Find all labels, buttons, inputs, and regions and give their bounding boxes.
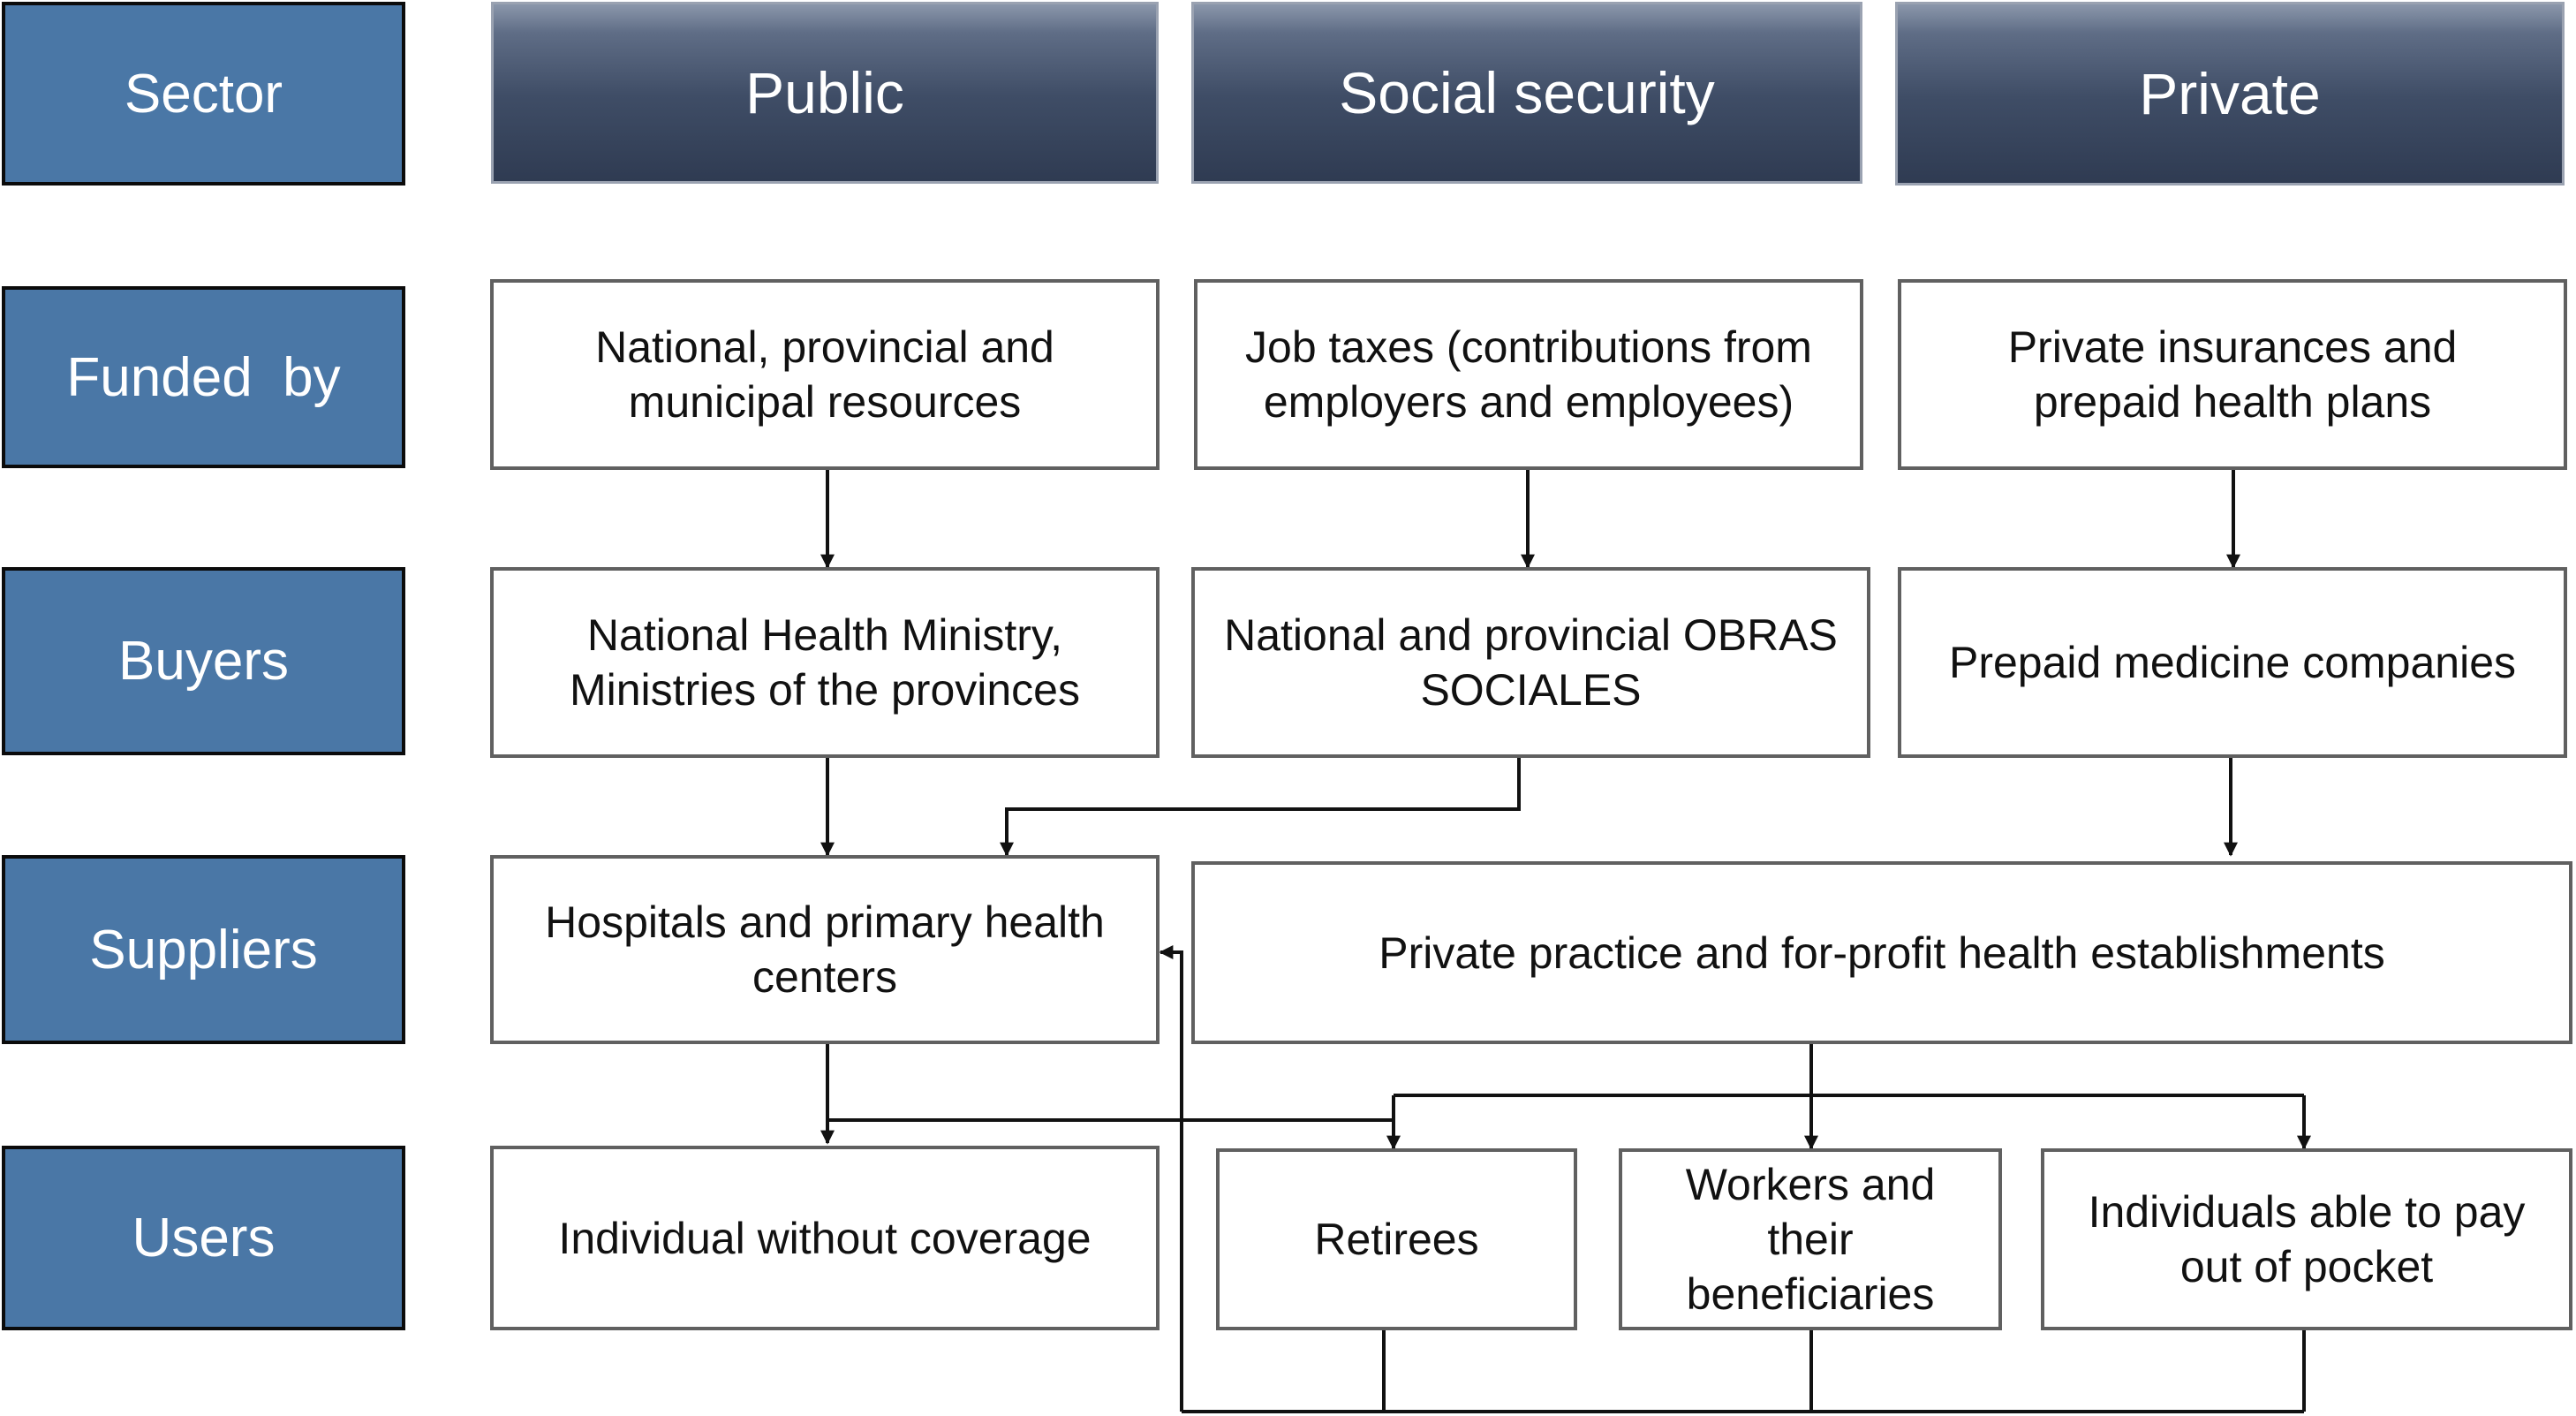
- sector-header-social-security: Social security: [1191, 2, 1862, 184]
- buyer-private: Prepaid medicine companies: [1898, 567, 2567, 758]
- row-label-funded-by: Funded by: [2, 286, 405, 468]
- user-workers: Workers and their beneficiaries: [1619, 1148, 2002, 1330]
- sector-header-private: Private: [1895, 2, 2565, 186]
- user-without-coverage: Individual without coverage: [490, 1146, 1160, 1330]
- sector-header-public: Public: [491, 2, 1159, 184]
- user-retirees: Retirees: [1216, 1148, 1577, 1330]
- funding-public: National, provincial and municipal resources: [490, 279, 1160, 470]
- row-label-suppliers: Suppliers: [2, 855, 405, 1044]
- buyer-social-security: National and provincial OBRAS SOCIALES: [1191, 567, 1870, 758]
- supplier-public: Hospitals and primary health centers: [490, 855, 1160, 1044]
- row-label-sector: Sector: [2, 2, 405, 186]
- row-label-buyers: Buyers: [2, 567, 405, 755]
- user-out-of-pocket: Individuals able to pay out of pocket: [2041, 1148, 2572, 1330]
- row-label-users: Users: [2, 1146, 405, 1330]
- funding-social-security: Job taxes (contributions from employers and employees): [1194, 279, 1863, 470]
- arrow-return-to-public-supplier: [1160, 952, 1182, 1412]
- funding-private: Private insurances and prepaid health plans: [1898, 279, 2567, 470]
- buyer-public: National Health Ministry, Ministries of the provinces: [490, 567, 1160, 758]
- supplier-private: Private practice and for-profit health establishments: [1191, 861, 2572, 1044]
- arrow-social-buyer-to-public-supplier: [1007, 758, 1519, 855]
